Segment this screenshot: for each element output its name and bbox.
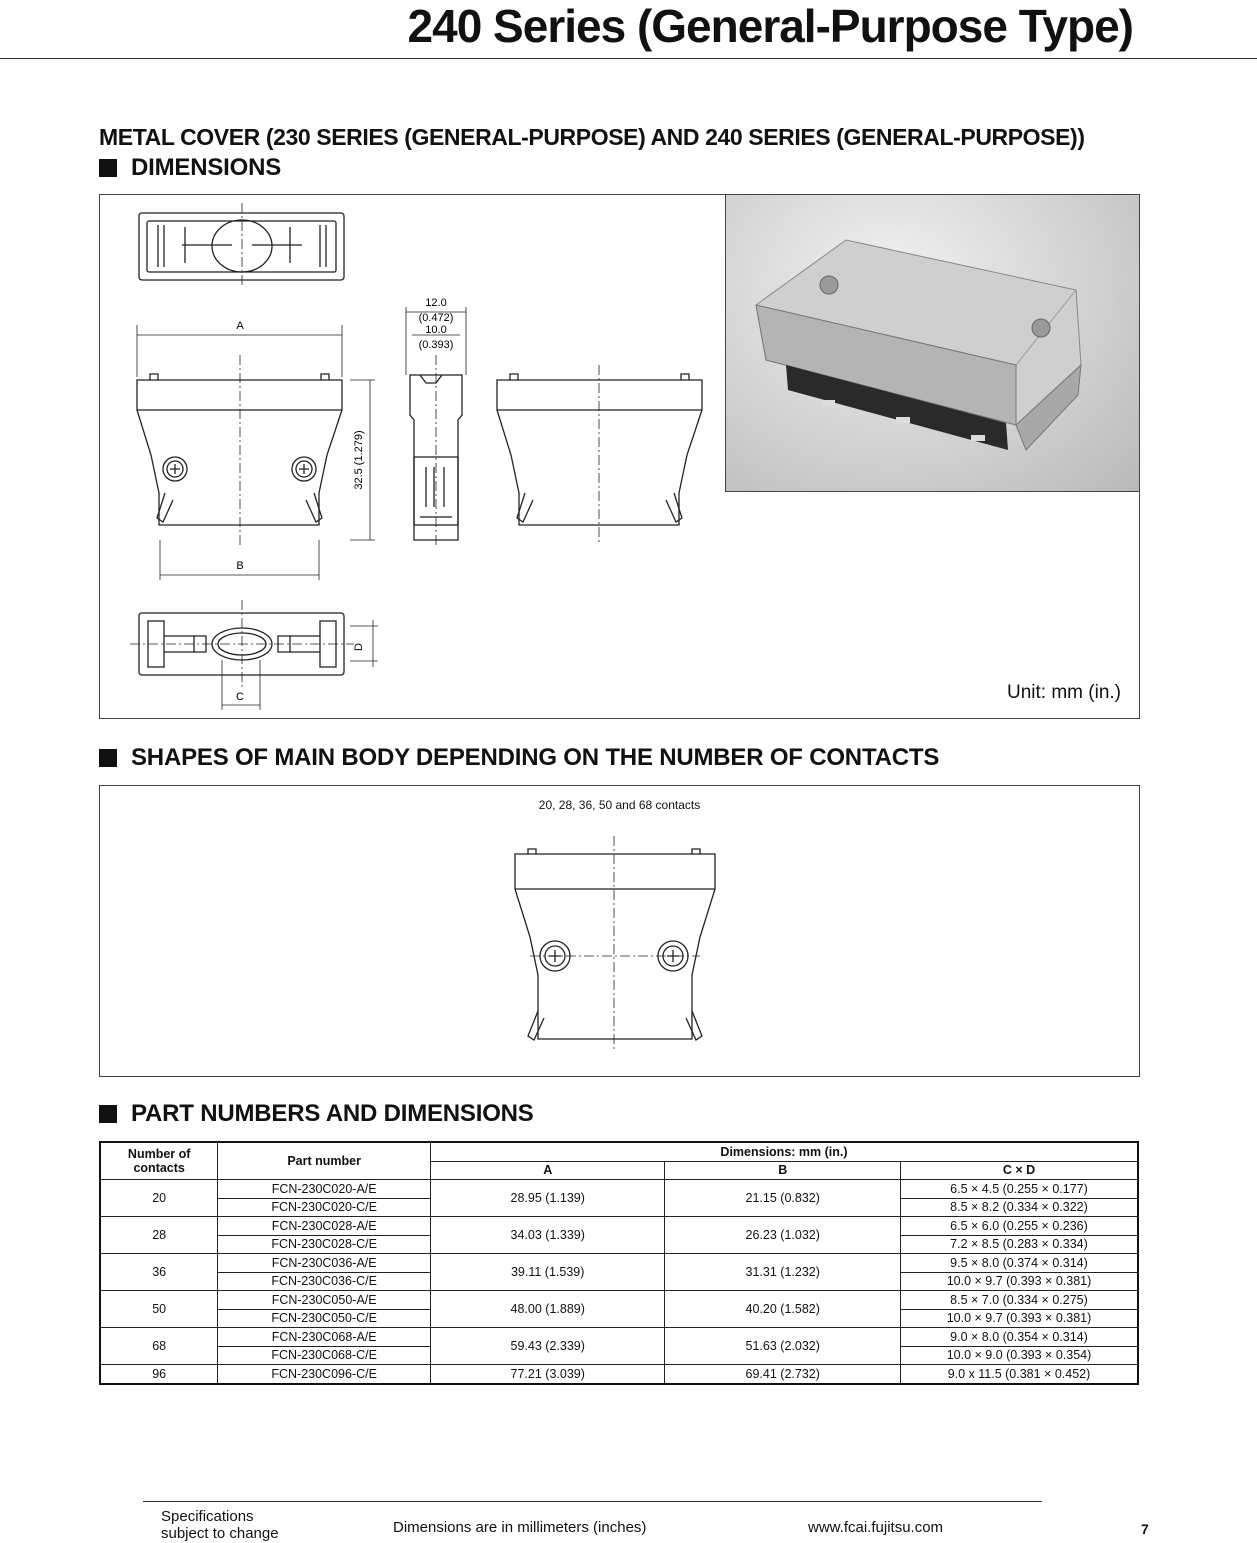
cell-b: 31.31 (1.232) (665, 1254, 901, 1291)
cell-cd: 6.5 × 6.0 (0.255 × 0.236) (900, 1217, 1138, 1236)
table-row (100, 1328, 1138, 1347)
cell-b: 51.63 (2.032) (665, 1328, 901, 1365)
label-b: B (236, 560, 244, 572)
page-number: 7 (1141, 1521, 1149, 1537)
footer-note: Dimensions are in millimeters (inches) (393, 1519, 647, 1536)
product-photo (725, 195, 1139, 492)
cell-part: FCN-230C050-A/E (218, 1291, 431, 1310)
parts-heading-text: PART NUMBERS AND DIMENSIONS (131, 1100, 534, 1127)
top-view-inner (147, 221, 336, 272)
cell-contacts: 28 (100, 1217, 218, 1254)
table-row (100, 1291, 1138, 1310)
main-body-shape-drawing (100, 786, 1139, 1076)
col-part: Part number (218, 1142, 431, 1180)
label-w12: 12.0 (425, 297, 447, 309)
parts-heading (99, 1100, 534, 1128)
label-c: C (236, 691, 244, 703)
cell-a: 77.21 (3.039) (430, 1365, 665, 1384)
title-rule (0, 58, 1257, 59)
table-row (100, 1254, 1138, 1273)
dimensions-heading (99, 154, 281, 182)
cell-b: 69.41 (2.732) (665, 1365, 901, 1384)
footer-url: www.fcai.fujitsu.com (808, 1519, 944, 1536)
col-cd: C × D (900, 1161, 1138, 1180)
cell-contacts: 36 (100, 1254, 218, 1291)
unit-label: Unit: mm (in.) (1007, 682, 1121, 703)
cell-cd: 10.0 × 9.0 (0.393 × 0.354) (900, 1346, 1138, 1365)
cell-part: FCN-230C068-C/E (218, 1346, 431, 1365)
cell-part: FCN-230C028-A/E (218, 1217, 431, 1236)
cell-a: 48.00 (1.889) (430, 1291, 665, 1328)
col-a: A (430, 1161, 665, 1180)
cell-part: FCN-230C096-C/E (218, 1365, 431, 1384)
main-title: METAL COVER (230 SERIES (GENERAL-PURPOSE) AND 240 SERIES (GENERAL-PURPOSE)) (99, 124, 1085, 150)
label-w10-in: (0.393) (418, 339, 454, 351)
cell-part: FCN-230C036-C/E (218, 1272, 431, 1291)
table-row (100, 1217, 1138, 1236)
col-dims: Dimensions: mm (in.) (430, 1142, 1138, 1161)
cell-part: FCN-230C020-C/E (218, 1198, 431, 1217)
cell-b: 26.23 (1.032) (665, 1217, 901, 1254)
cell-cd: 8.5 × 8.2 (0.334 × 0.322) (900, 1198, 1138, 1217)
cell-cd: 9.0 x 11.5 (0.381 × 0.452) (900, 1365, 1138, 1384)
square-bullet-icon (99, 1105, 117, 1123)
page-title: 240 Series (General-Purpose Type) (407, 0, 1133, 52)
cell-part: FCN-230C028-C/E (218, 1235, 431, 1254)
cell-b: 40.20 (1.582) (665, 1291, 901, 1328)
cell-cd: 10.0 × 9.7 (0.393 × 0.381) (900, 1272, 1138, 1291)
front-view-latches (157, 493, 322, 522)
cell-cd: 7.2 × 8.5 (0.283 × 0.334) (900, 1235, 1138, 1254)
cell-contacts: 96 (100, 1365, 218, 1384)
cell-part: FCN-230C036-A/E (218, 1254, 431, 1273)
top-view-outline (139, 213, 344, 280)
cell-contacts: 68 (100, 1328, 218, 1365)
footer-spec-line1: Specifications (161, 1508, 254, 1525)
cell-cd: 9.0 × 8.0 (0.354 × 0.314) (900, 1328, 1138, 1347)
col-b: B (665, 1161, 901, 1180)
cell-a: 59.43 (2.339) (430, 1328, 665, 1365)
cell-b: 21.15 (0.832) (665, 1180, 901, 1217)
shapes-heading (99, 744, 939, 772)
front-view-tabs (150, 374, 329, 380)
rear-view-outline (497, 380, 702, 525)
cell-cd: 10.0 × 9.7 (0.393 × 0.381) (900, 1309, 1138, 1328)
cell-cd: 8.5 × 7.0 (0.334 × 0.275) (900, 1291, 1138, 1310)
cell-cd: 9.5 × 8.0 (0.374 × 0.314) (900, 1254, 1138, 1273)
cell-part: FCN-230C020-A/E (218, 1180, 431, 1199)
footer-spec-line2: subject to change (161, 1525, 279, 1542)
parts-table (99, 1141, 1139, 1385)
table-row (100, 1365, 1138, 1384)
label-height: 32.5 (1.279) (353, 430, 365, 490)
cell-contacts: 50 (100, 1291, 218, 1328)
footer-spec (161, 1508, 279, 1542)
col-contacts: Number of contacts (100, 1142, 218, 1180)
cell-part: FCN-230C050-C/E (218, 1309, 431, 1328)
cell-a: 28.95 (1.139) (430, 1180, 665, 1217)
shapes-box (99, 785, 1140, 1077)
square-bullet-icon (99, 749, 117, 767)
square-bullet-icon (99, 159, 117, 177)
label-a: A (236, 320, 244, 332)
label-d: D (353, 643, 365, 651)
dimensions-drawing-box (99, 194, 1140, 719)
table-row (100, 1180, 1138, 1199)
cell-contacts: 20 (100, 1180, 218, 1217)
shapes-heading-text: SHAPES OF MAIN BODY DEPENDING ON THE NUMBER OF CONTACTS (131, 744, 940, 771)
cell-part: FCN-230C068-A/E (218, 1328, 431, 1347)
front-view-outline (137, 380, 342, 525)
shapes-caption: 20, 28, 36, 50 and 68 contacts (538, 798, 701, 812)
metal-cover-photo-illustration (726, 195, 1139, 491)
label-w12-in: (0.472) (418, 312, 454, 324)
label-w10: 10.0 (425, 324, 447, 336)
cell-a: 39.11 (1.539) (430, 1254, 665, 1291)
footer-rule (143, 1501, 1042, 1502)
dimensions-heading-text: DIMENSIONS (131, 154, 282, 181)
cell-cd: 6.5 × 4.5 (0.255 × 0.177) (900, 1180, 1138, 1199)
cell-a: 34.03 (1.339) (430, 1217, 665, 1254)
